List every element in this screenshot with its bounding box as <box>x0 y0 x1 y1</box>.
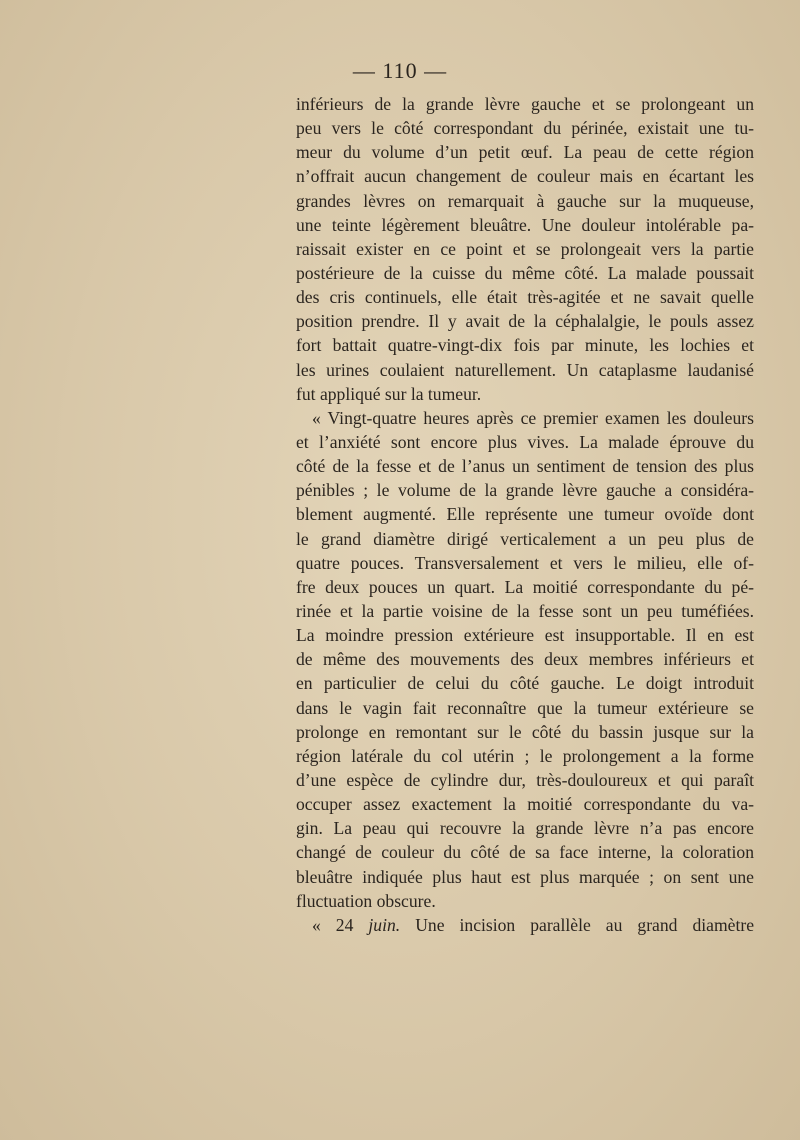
text-line: n’offrait aucun changement de couleur mais en écartant les <box>296 166 754 187</box>
text-line: inférieurs de la grande lèvre gauche et se prolongeant un <box>296 94 754 114</box>
final-line-rest: Une incision parallèle au grand diamètre <box>400 914 754 935</box>
final-line-prefix: « 24 <box>312 914 369 935</box>
text-line: en particulier de celui du côté gauche. Le doigt introduit <box>296 673 754 694</box>
page-number: — 110 — <box>352 58 448 83</box>
text-line: fut appliqué sur la tumeur. <box>296 383 482 404</box>
text-line: blement augmenté. Elle représente une tumeur ovoïde dont <box>296 504 754 525</box>
text-line: de même des mouvements des deux membres inférieurs et <box>296 649 754 670</box>
text-line: postérieure de la cuisse du même côté. La malade poussait <box>296 262 754 283</box>
text-line: le grand diamètre dirigé verticalement a un peu plus de <box>296 528 754 549</box>
text-line: fluctuation obscure. <box>296 890 436 911</box>
text-line: « Vingt-quatre heures après ce premier examen les douleurs <box>312 407 754 428</box>
text-line: les urines coulaient naturellement. Un cataplasme laudanisé <box>296 359 754 380</box>
text-line: une teinte légèrement bleuâtre. Une douleur intolérable pa- <box>296 214 754 235</box>
text-line: peu vers le côté correspondant du périnée, existait une tu- <box>296 118 754 139</box>
body-text <box>296 92 754 937</box>
text-line: meur du volume d’un petit œuf. La peau de cette région <box>296 142 754 163</box>
text-line: rinée et la partie voisine de la fesse sont un peu tuméfiées. <box>296 600 754 621</box>
text-line: côté de la fesse et de l’anus un sentiment de tension des plus <box>296 456 754 477</box>
text-line: position prendre. Il y avait de la céphalalgie, le pouls assez <box>296 311 754 332</box>
date-italic: juin. <box>368 914 401 935</box>
text-line: d’une espèce de cylindre dur, très-douloureux et qui paraît <box>296 769 754 790</box>
text-line: La moindre pression extérieure est insupportable. Il en est <box>296 625 754 646</box>
text-line: prolonge en remontant sur le côté du bassin jusque sur la <box>296 721 754 742</box>
text-line: pénibles ; le volume de la grande lèvre gauche a considéra- <box>296 480 754 501</box>
text-line: changé de couleur du côté de sa face interne, la coloration <box>296 842 754 863</box>
text-line: et l’anxiété sont encore plus vives. La malade éprouve du <box>296 431 754 452</box>
text-line: fre deux pouces un quart. La moitié correspondante du pé- <box>296 576 754 597</box>
text-line: gin. La peau qui recouvre la grande lèvre n’a pas encore <box>296 818 754 839</box>
text-line: des cris continuels, elle était très-agitée et ne savait quelle <box>296 287 754 308</box>
text-line: occuper assez exactement la moitié correspondante du va- <box>296 794 754 815</box>
text-line: grandes lèvres on remarquait à gauche sur la muqueuse, <box>296 190 754 211</box>
text-line: dans le vagin fait reconnaître que la tumeur extérieure se <box>296 697 754 718</box>
text-line: région latérale du col utérin ; le prolongement a la forme <box>296 745 754 766</box>
text-line: bleuâtre indiquée plus haut est plus marquée ; on sent une <box>296 866 754 887</box>
text-line: raissait exister en ce point et se prolongeait vers la partie <box>296 238 754 259</box>
text-line: quatre pouces. Transversalement et vers le milieu, elle of- <box>296 552 754 573</box>
text-line-final <box>296 913 754 937</box>
text-line: fort battait quatre-vingt-dix fois par minute, les lochies et <box>296 335 754 356</box>
